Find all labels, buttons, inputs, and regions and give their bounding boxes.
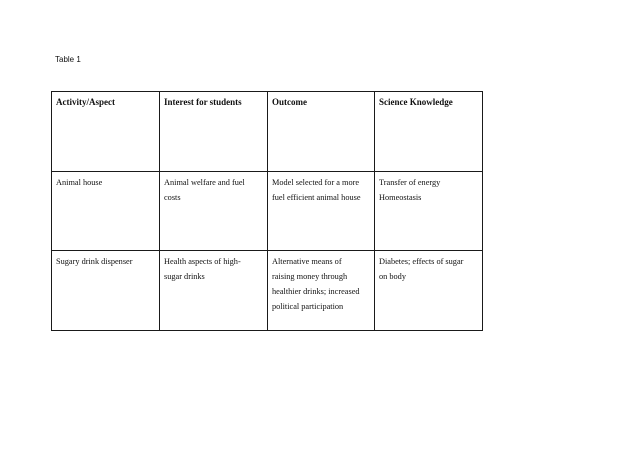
cell-line: Animal welfare and fuel	[164, 178, 245, 187]
cell-activity	[52, 172, 160, 251]
cell-knowledge	[375, 251, 483, 331]
cell-interest	[160, 251, 268, 331]
cell-outcome	[268, 172, 375, 251]
header-knowledge: Science Knowledge	[375, 92, 483, 172]
cell-line: healthier drinks; increased	[272, 287, 360, 296]
cell-line: Animal house	[56, 178, 103, 187]
header-activity: Activity/Aspect	[52, 92, 160, 172]
cell-interest	[160, 172, 268, 251]
cell-line: Transfer of energy	[379, 178, 441, 187]
data-table	[51, 91, 483, 331]
cell-line: Model selected for a more	[272, 178, 360, 187]
header-interest: Interest for students	[160, 92, 268, 172]
cell-knowledge	[375, 172, 483, 251]
table-caption: Table 1	[55, 55, 81, 64]
cell-activity	[52, 251, 160, 331]
cell-line: political participation	[272, 302, 344, 311]
cell-outcome	[268, 251, 375, 331]
table-header-row	[52, 92, 483, 172]
cell-line: Alternative means of	[272, 257, 342, 266]
cell-line: Sugary drink dispenser	[56, 257, 133, 266]
cell-line: Diabetes; effects of sugar	[379, 257, 464, 266]
cell-line: costs	[164, 193, 181, 202]
table-row	[52, 251, 483, 331]
cell-line: sugar drinks	[164, 272, 205, 281]
cell-line: fuel efficient animal house	[272, 193, 361, 202]
table-row	[52, 172, 483, 251]
cell-line: Homeostasis	[379, 193, 422, 202]
header-outcome: Outcome	[268, 92, 375, 172]
cell-line: raising money through	[272, 272, 348, 281]
cell-line: on body	[379, 272, 406, 281]
cell-line: Health aspects of high-	[164, 257, 241, 266]
